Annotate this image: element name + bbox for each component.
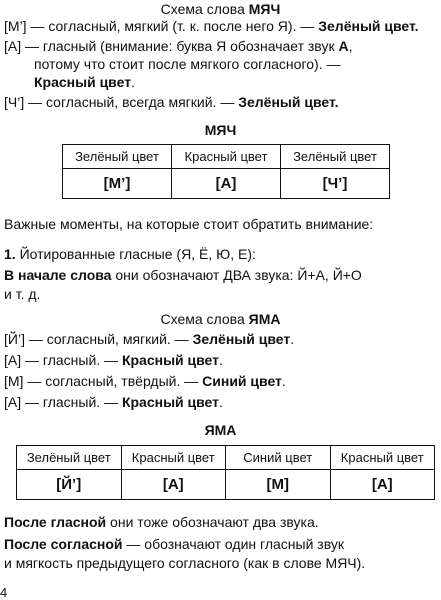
scheme-title-myach <box>0 0 441 18</box>
line-text: [М] — согласный, твёрдый. — <box>4 373 203 389</box>
rule-emphasis: После гласной <box>4 514 107 530</box>
value-cell: [А] <box>330 470 435 500</box>
scheme-line-y <box>4 330 294 348</box>
value-cell: [А] <box>121 470 226 500</box>
line-text: [Й’] — согласный, мягкий. — <box>4 331 193 347</box>
rule-text: — обозначают один гласный звук <box>122 536 344 552</box>
line-sound: А <box>338 38 349 54</box>
line-punct: . <box>290 331 295 347</box>
word-start-rule-cont: и т. д. <box>4 286 41 302</box>
header-cell: Красный цвет <box>330 446 435 470</box>
value-cell: [Ч’] <box>281 169 390 199</box>
header-cell: Синий цвет <box>226 446 331 470</box>
scheme-line-a1 <box>4 351 223 369</box>
rule-emphasis: После согласной <box>4 536 123 552</box>
line-punct: . <box>281 373 286 389</box>
table-header-row <box>17 446 435 470</box>
word-start-rule <box>4 266 362 284</box>
sound-table-yama <box>16 445 435 500</box>
after-consonant-rule-cont: и мягкость предыдущего согласного (как в слове МЯЧ). <box>4 555 366 571</box>
line-color: Красный цвет <box>121 352 220 368</box>
scheme-line-a-cont: потому что стоит после мягкого согласного). — <box>34 56 341 72</box>
scheme-line-m2 <box>4 372 286 390</box>
scheme-line-a-color <box>34 73 135 91</box>
rule-text: они обозначают ДВА звука: Й+А, Й+О <box>111 267 362 283</box>
title-prefix: Схема слова <box>160 311 249 327</box>
title-prefix: Схема слова <box>160 1 249 17</box>
value-cell: [М] <box>226 470 331 500</box>
line-color: Зелёный цвет. <box>238 94 339 110</box>
title-word: МЯЧ <box>248 1 281 17</box>
sound-table-myach <box>62 144 390 199</box>
line-color: Красный цвет <box>121 394 220 410</box>
value-cell: [М’] <box>63 169 172 199</box>
rule-emphasis: В начале слова <box>4 267 112 283</box>
scheme-title-yama <box>0 310 441 328</box>
title-word: ЯМА <box>248 311 281 327</box>
point-1 <box>4 245 256 263</box>
page-number: 4 <box>0 585 8 600</box>
value-cell: [Й’] <box>17 470 122 500</box>
line-text: [Ч’] — согласный, всегда мягкий. — <box>4 94 239 110</box>
header-cell: Зелёный цвет <box>281 145 390 169</box>
value-cell: [А] <box>172 169 281 199</box>
line-punct: , <box>348 38 353 54</box>
table-value-row <box>63 169 390 199</box>
line-color: Синий цвет <box>202 373 282 389</box>
header-cell: Красный цвет <box>172 145 281 169</box>
line-color: Зелёный цвет <box>192 331 291 347</box>
scheme-line-a <box>4 37 352 55</box>
table-caption-yama: ЯМА <box>204 422 237 438</box>
rule-text: они тоже обозначают два звука. <box>106 514 319 530</box>
scheme-line-ch <box>4 93 339 111</box>
scheme-line-a2 <box>4 393 223 411</box>
line-color: Зелёный цвет. <box>318 18 419 34</box>
after-vowel-rule <box>4 513 319 531</box>
line-text: [А] — гласный (внимание: буква Я обозначает звук <box>4 38 339 54</box>
point-text: Йотированные гласные (Я, Ё, Ю, Е): <box>15 246 256 262</box>
table-caption-myach: МЯЧ <box>204 122 237 138</box>
point-number: 1. <box>4 246 16 262</box>
line-punct: . <box>219 352 223 368</box>
line-text: [А] — гласный. — <box>4 394 122 410</box>
scheme-line-m <box>4 17 419 35</box>
header-cell: Красный цвет <box>121 446 226 470</box>
line-text: [А] — гласный. — <box>4 352 122 368</box>
table-header-row <box>63 145 390 169</box>
header-cell: Зелёный цвет <box>63 145 172 169</box>
line-text: [М’] — согласный, мягкий (т. к. после него Я). — <box>4 18 319 34</box>
important-intro: Важные моменты, на которые стоит обратить внимание: <box>4 216 374 232</box>
after-consonant-rule <box>4 535 344 553</box>
header-cell: Зелёный цвет <box>17 446 122 470</box>
line-punct: . <box>219 394 223 410</box>
table-value-row <box>17 470 435 500</box>
line-color: Красный цвет <box>34 74 132 90</box>
line-punct: . <box>131 74 135 90</box>
